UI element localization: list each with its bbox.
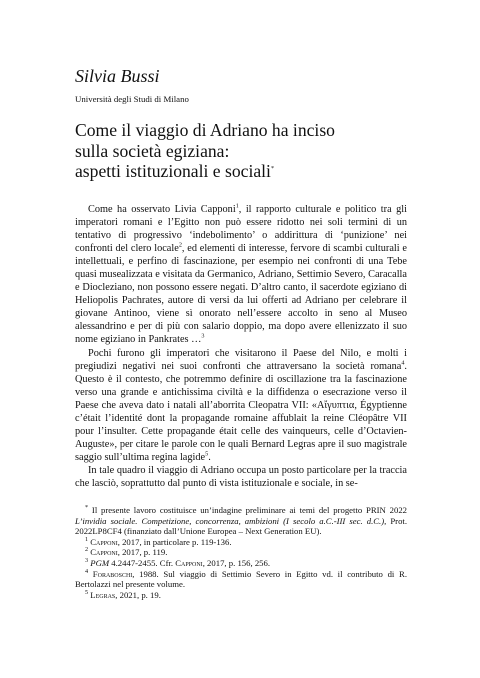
footnote-ref-4: 4 [401, 359, 405, 367]
footnote-star-project-title: L’invidia sociale. Competizione, concorrenza, ambizioni (I secolo a.C.-III sec. d.C.) [75, 515, 385, 526]
footnote-3-text-a: 4.2447-2455. Cfr. [109, 557, 176, 568]
paragraph-1 [75, 203, 407, 347]
paragraph-3: In tale quadro il viaggio di Adriano occupa un posto particolare per la traccia che lasciò, soprattutto dal punto di vista istituzionale e sociale, in se- [75, 464, 407, 489]
title-line-2: sulla società egiziana: [75, 140, 230, 161]
footnote-2-mark: 2 [85, 546, 89, 554]
paragraph-1-text-b: , il rapporto culturale e politico tra gli imperatori romani e l’Egitto non può essere ridotto nei soli termini di un tentativo di progressivo ‘indebolimento’ o addirittura di ‘punizione’ nei confronti del clero locale [75, 204, 407, 255]
footnote-5-text: , 2021, p. 19. [115, 589, 161, 600]
title-line-1: Come il viaggio di Adriano ha inciso [75, 120, 335, 140]
footnote-3-author: Capponi [175, 557, 203, 568]
paragraph-2-text-a: Pochi furono gli imperatori che visitarono il Paese del Nilo, e molti i pregiudizi negativi nei suoi confronti che attraversano la società romana [75, 347, 407, 372]
footnote-star [75, 505, 407, 537]
footnote-star-mark: * [85, 504, 89, 512]
author-name: Silvia Bussi [75, 66, 160, 86]
footnote-4-text: , 1988. Sul viaggio di Settimio Severo in Egitto vd. il contributo di R. Bertolazzi nel presente volume. [75, 568, 407, 590]
author-affiliation: Università degli Studi di Milano [75, 94, 189, 104]
footnote-ref-2: 2 [178, 241, 182, 249]
title-footnote-mark: * [270, 165, 275, 173]
footnote-3-pgm: PGM [90, 557, 110, 568]
title-line-3 [75, 161, 415, 182]
footnote-ref-3: 3 [201, 333, 205, 341]
footnote-1-author: Capponi [90, 536, 118, 547]
footnote-1 [75, 537, 407, 548]
footnote-2-text: , 2017, p. 119. [117, 547, 168, 558]
footnote-4 [75, 569, 407, 590]
article-body [75, 203, 407, 490]
title-line-3-text: aspetti istituzionali e sociali [75, 161, 271, 181]
footnote-2-author: Capponi [90, 547, 118, 558]
article-title [75, 120, 415, 182]
footnote-4-author: Foraboschi [92, 568, 133, 579]
footnote-star-text-a: Il presente lavoro costituisce un’indagine preliminare ai temi del progetto PRIN 2022 [91, 505, 408, 515]
footnote-3-mark: 3 [85, 557, 89, 565]
footnote-ref-1: 1 [235, 202, 239, 210]
footnote-3-text: , 2017, p. 156, 256. [202, 557, 271, 568]
footnote-ref-5: 5 [205, 450, 209, 458]
footnote-1-text: , 2017, in particolare p. 119-136. [117, 536, 232, 547]
footnote-star-text-c: , Prot. 2022LP8CF4 (finanziato dall’Unione Europea – Next Generation EU). [75, 515, 408, 537]
footnote-4-mark: 4 [85, 567, 89, 575]
footnote-5-author: Legras [90, 589, 116, 600]
footnote-2 [75, 547, 407, 558]
footnote-3 [75, 558, 407, 569]
footnote-5 [75, 590, 407, 601]
footnote-1-mark: 1 [85, 535, 89, 543]
paragraph-2 [75, 347, 407, 464]
paragraph-2-text-b: . Questo è il contesto, che potremmo definire di oscillazione tra la fascinazione verso una grande e antichissima civiltà e la diffidenza o esecrazione verso il Paese che aveva dato i natali all’aborrita Cleopatra VII: «Αἴγυπτια, Égyptienne c’était l’identité dont la propagande romaine affublait la reine Cléopâtre VII pour l’insulter. Cette propagande était celle des vainqueurs, celle d’Octavien-Auguste», per citare le parole con le quali Bernard Legras apre il suo magistrale saggio sull’ultima regina lagide [75, 360, 407, 463]
paragraph-1-text-c: , ed elementi di interesse, fervore di scambi culturali e intellettuali, e perfino di fascinazione, per esempio nei confronti di una Tebe quasi musealizzata e visitata da Germanico, Adriano, Settimio Severo, Caracalla e Diocleziano, non possono essere negati. D’altro canto, il sacerdote egiziano di Heliopolis Pachrates, autore di versi da lui offerti ad Adriano per celebrare il giovane Antinoo, viene sì onorato nell’essere accolto in seno al Museo alessandrino e per di più con salario doppio, ma dopo avere ellenizzato il suo nome egiziano in Pankrates … [75, 243, 407, 346]
footnotes [75, 505, 407, 600]
paragraph-2-text-c: . [208, 451, 211, 463]
paragraph-1-text-a: Come ha osservato Livia Capponi [88, 204, 236, 215]
footnote-5-mark: 5 [85, 588, 89, 596]
